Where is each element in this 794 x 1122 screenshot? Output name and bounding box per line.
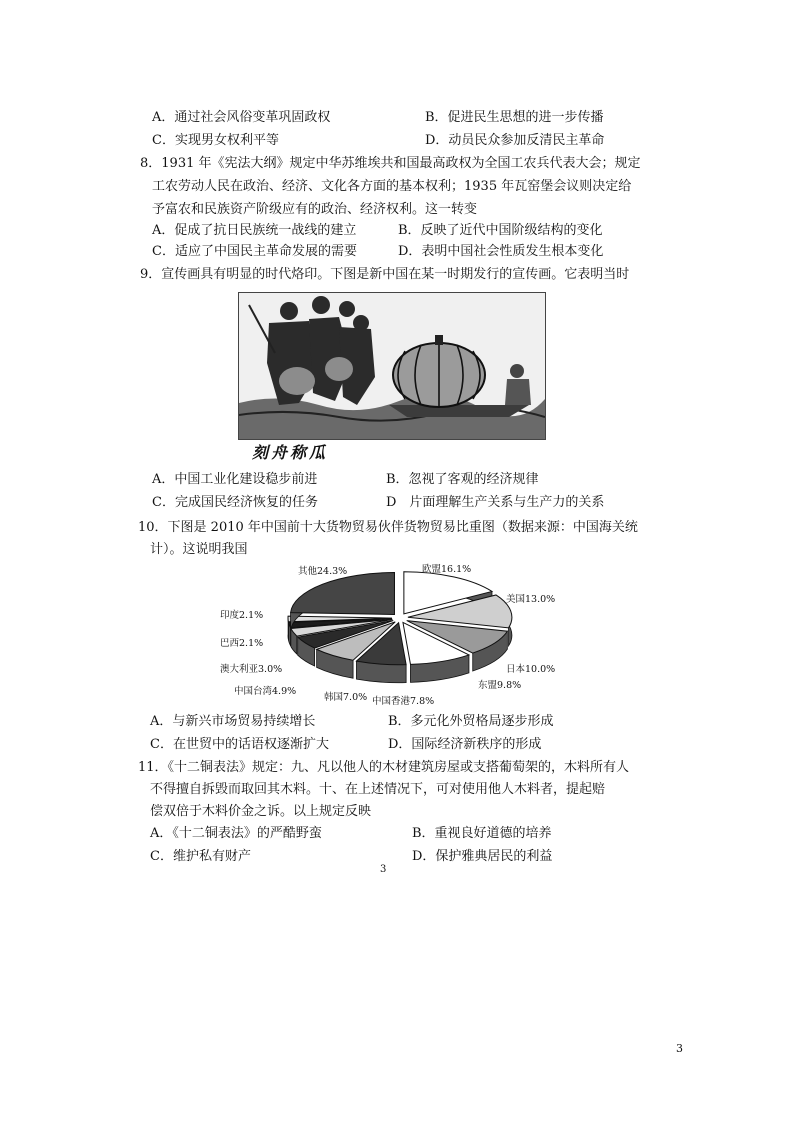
q7-option-b: B．促进民生思想的进一步传播 (425, 110, 604, 125)
q8-stem-line-2: 工农劳动人民在政治、经济、文化各方面的基本权利；1935 年瓦窑堡会议则决定给 (152, 179, 632, 194)
q9-option-a: A．中国工业化建设稳步前进 (152, 472, 318, 487)
q7-option-d: D．动员民众参加反清民主革命 (425, 133, 605, 148)
pie-label-6: 中国台湾4.9% (234, 686, 297, 697)
q11-stem-line-3: 偿双倍于木料价金之诉。以上规定反映 (150, 804, 372, 819)
q11-option-b: B．重视良好道德的培养 (412, 826, 552, 841)
q8-option-a: A．促成了抗日民族统一战线的建立 (152, 223, 357, 238)
q11-option-d: D．保护雅典居民的利益 (412, 849, 553, 864)
q8-stem-line-3: 予富农和民族资产阶级应有的政治、经济权利。这一转变 (152, 202, 478, 217)
pie-label-5: 韩国7.0% (324, 692, 368, 703)
q9-option-d: D 片面理解生产关系与生产力的关系 (386, 495, 605, 510)
trade-partner-pie-chart (200, 556, 600, 706)
q10-stem-line-2: 计）。这说明我国 (150, 542, 248, 557)
q9-option-c: C．完成国民经济恢复的任务 (152, 495, 318, 510)
poster-caption: 刻舟称瓜 (252, 443, 329, 462)
pie-label-3: 东盟9.8% (478, 680, 522, 691)
propaganda-poster-image (238, 292, 546, 440)
q10-option-d: D．国际经济新秩序的形成 (388, 737, 542, 752)
page-number-center: 3 (380, 864, 387, 875)
q7-option-c: C．实现男女权利平等 (152, 133, 279, 148)
pie-label-9: 印度2.1% (220, 610, 264, 621)
q10-option-c: C．在世贸中的话语权逐渐扩大 (150, 737, 329, 752)
pie-label-2: 日本10.0% (506, 664, 556, 675)
q8-option-c: C．适应了中国民主革命发展的需要 (152, 244, 357, 259)
q10-stem-line-1: 10．下图是 2010 年中国前十大货物贸易伙伴货物贸易比重图（数据来源：中国海关统 (138, 520, 638, 535)
q8-option-d: D．表明中国社会性质发生根本变化 (398, 244, 604, 259)
q11-stem-line-1: 11．《十二铜表法》规定：九、凡以他人的木材建筑房屋或支搭葡萄架的，木料所有人 (138, 760, 630, 775)
pie-label-8: 巴西2.1% (220, 638, 264, 649)
page-number-corner: 3 (676, 1042, 683, 1055)
pie-label-0: 欧盟16.1% (422, 564, 472, 575)
q8-option-b: B．反映了近代中国阶级结构的变化 (398, 223, 603, 238)
q10-option-b: B．多元化外贸格局逐步形成 (388, 714, 554, 729)
q8-stem-line-1: 8．1931 年《宪法大纲》规定中华苏维埃共和国最高政权为全国工农兵代表大会；规定 (140, 156, 641, 171)
q11-option-a: A．《十二铜表法》的严酷野蛮 (150, 826, 322, 841)
q7-option-a: A．通过社会风俗变革巩固政权 (152, 110, 331, 125)
q9-option-b: B．忽视了客观的经济规律 (386, 472, 539, 487)
pie-label-10: 其他24.3% (298, 566, 348, 577)
q11-option-c: C．维护私有财产 (150, 849, 251, 864)
q9-stem-line-1: 9．宣传画具有明显的时代烙印。下图是新中国在某一时期发行的宣传画。它表明当时 (140, 267, 630, 282)
pie-label-7: 澳大利亚3.0% (220, 664, 283, 675)
pie-label-4: 中国香港7.8% (372, 696, 435, 706)
pie-label-1: 美国13.0% (506, 594, 556, 605)
pie-slice-10 (291, 573, 395, 615)
q11-stem-line-2: 不得擅自拆毁而取回其木料。十、在上述情况下，可对使用他人木料者，提起赔 (150, 782, 606, 797)
q10-option-a: A．与新兴市场贸易持续增长 (150, 714, 316, 729)
